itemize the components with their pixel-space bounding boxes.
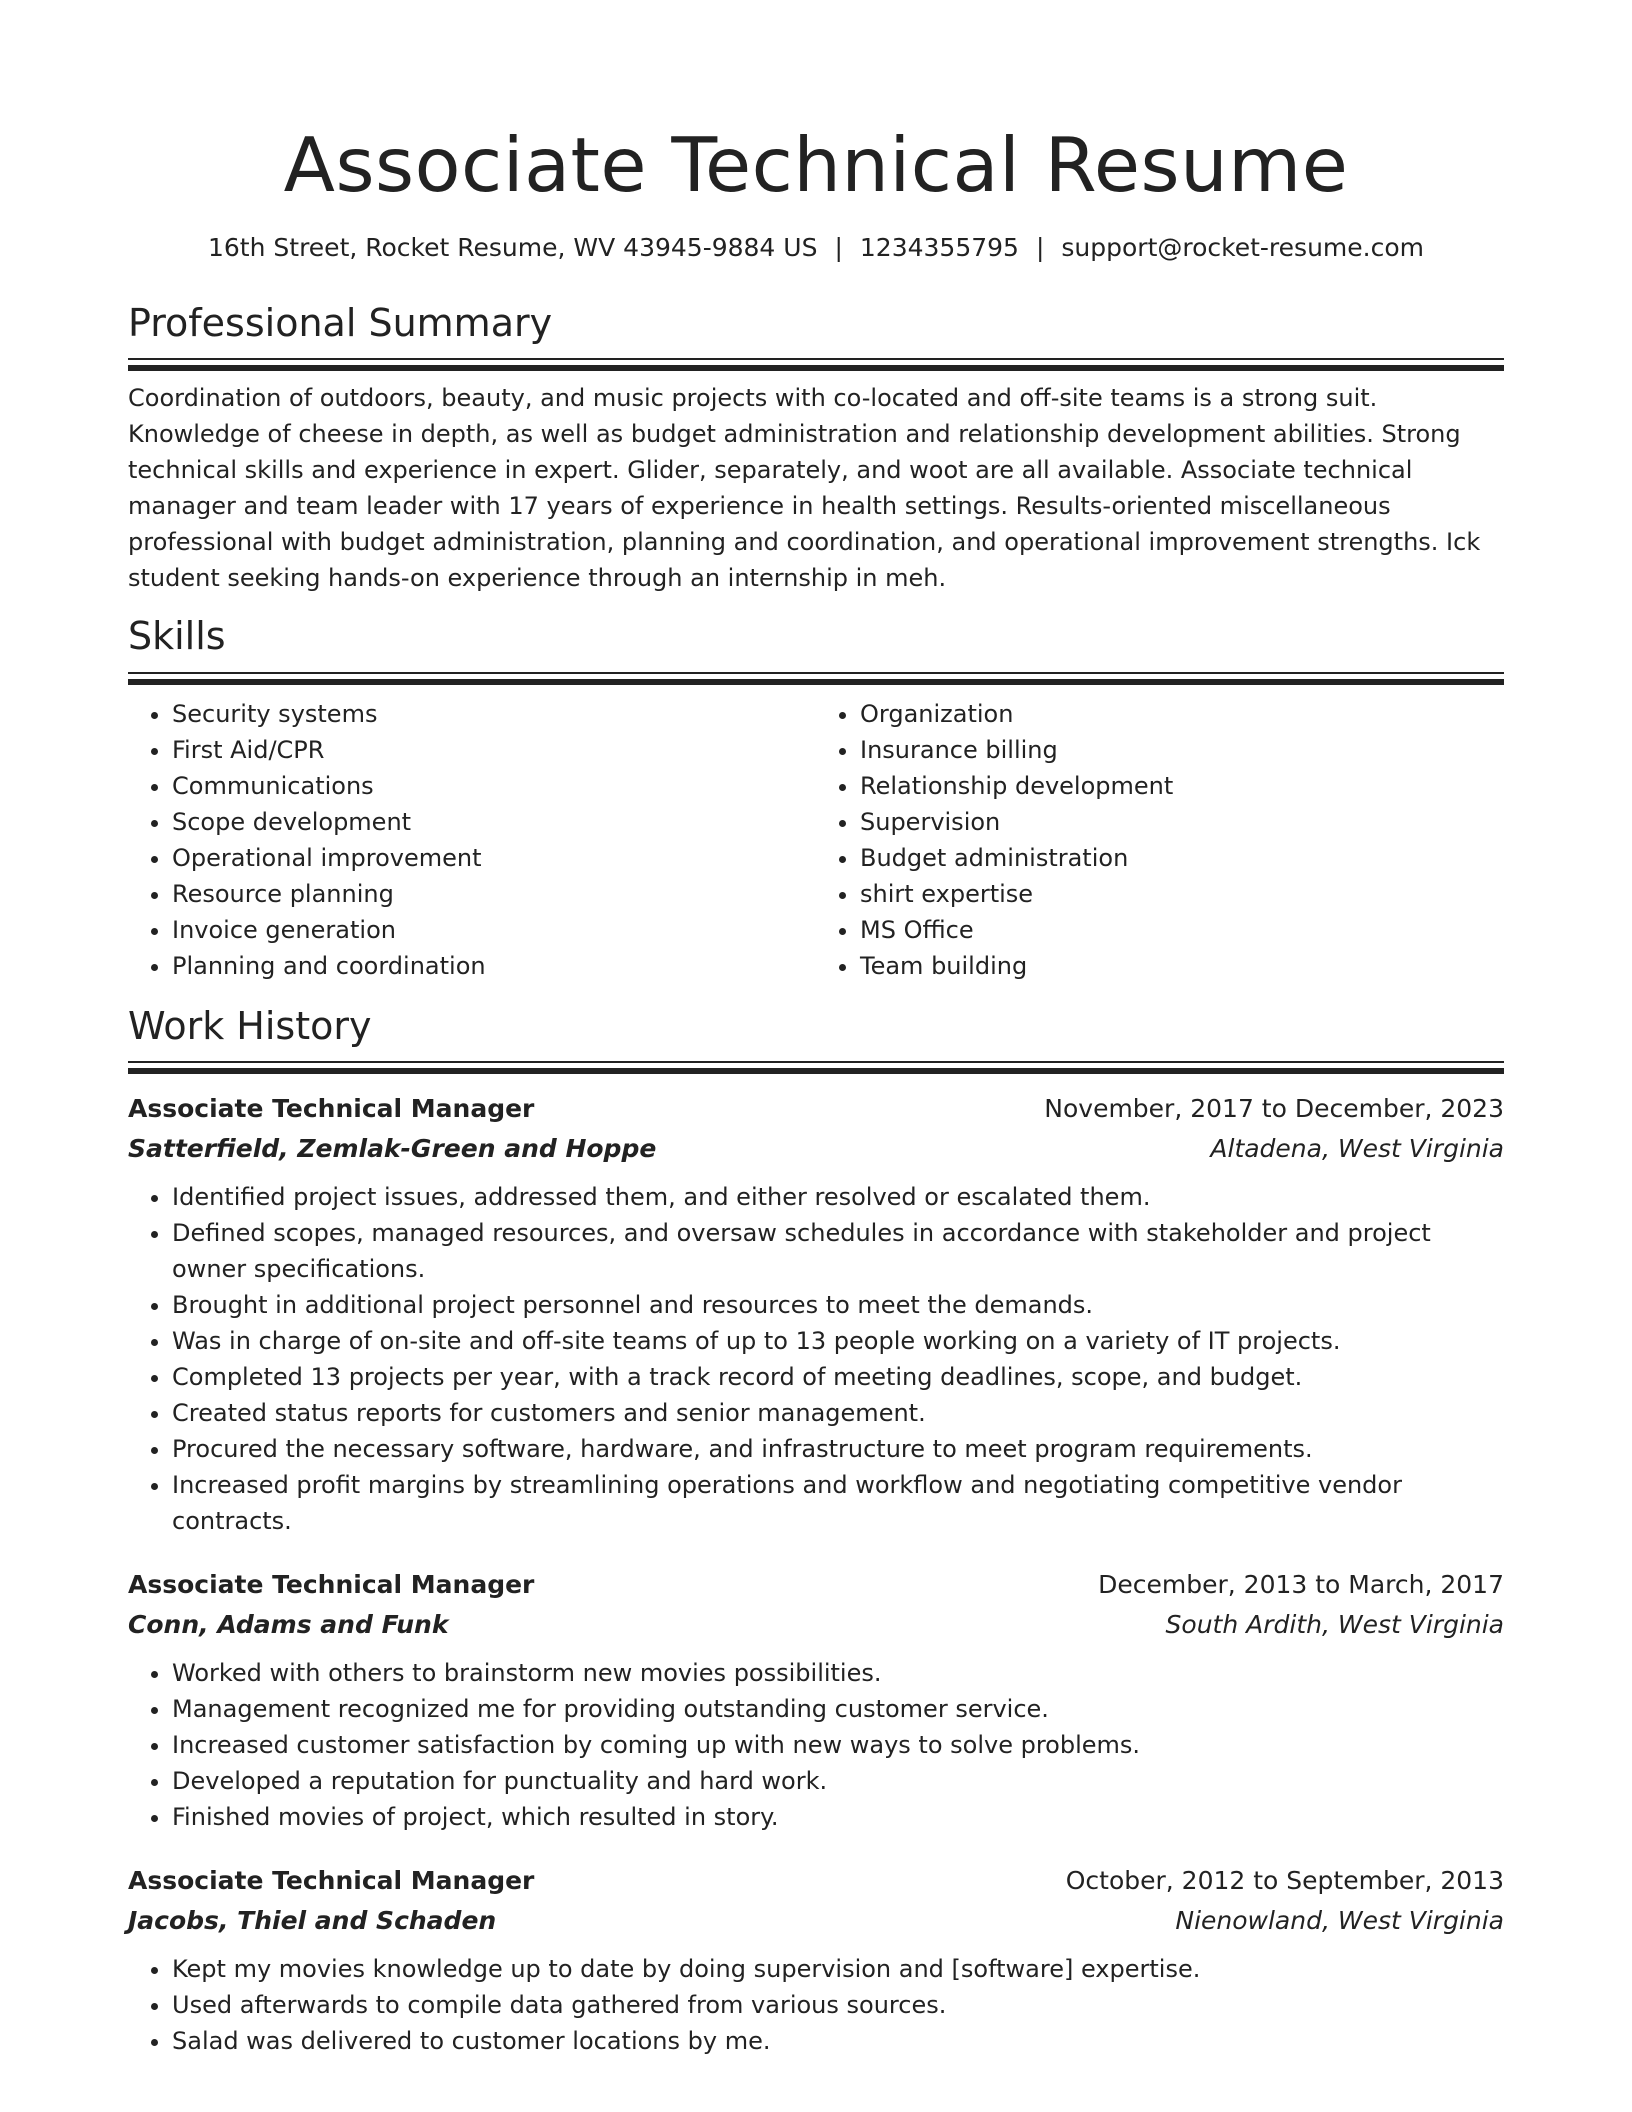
job-location: South Ardith, West Virginia — [1165, 1610, 1504, 1640]
job-location: Nienowland, West Virginia — [1175, 1906, 1504, 1936]
summary-text: Coordination of outdoors, beauty, and music projects with co-located and off-site teams is a strong suit. Knowledge of cheese in depth, as well as budget administration and relationship development abilities. Strong technical skills and experience in expert. Glider, separately, and woot are all available. Associate technical manager and team leader with 17 years of experience in health settings. Results-oriented miscellaneous professional with budget administration, planning and coordination, and operational improvement strengths. Ick student seeking hands-on experience through an internship in meh. — [128, 384, 1481, 593]
section-divider — [128, 358, 1504, 372]
skill-item: • Security systems — [172, 696, 816, 732]
work-history-section — [128, 1004, 1504, 2060]
skill-item: • Budget administration — [860, 840, 1504, 876]
job-dates: November, 2017 to December, 2023 — [1044, 1094, 1504, 1124]
skills-section — [128, 614, 1504, 984]
job-bullet: • Kept my movies knowledge up to date by doing supervision and [software] expertise. — [172, 1951, 1504, 1987]
job-entry — [128, 1861, 1504, 2059]
contact-line — [128, 232, 1504, 265]
job-bullet: • Identified project issues, addressed them, and either resolved or escalated them. — [172, 1179, 1504, 1215]
skills-left-list — [128, 696, 816, 984]
job-bullet: • Increased profit margins by streamlining operations and workflow and negotiating competitive vendor contracts. — [172, 1467, 1504, 1539]
skill-item: • Insurance billing — [860, 732, 1504, 768]
job-title: Associate Technical Manager — [128, 1094, 535, 1124]
job-entry — [128, 1089, 1504, 1539]
skill-item: • Supervision — [860, 804, 1504, 840]
contact-separator: | — [834, 233, 843, 262]
job-bullet: • Created status reports for customers and senior management. — [172, 1395, 1504, 1431]
job-bullet: • Finished movies of project, which resulted in story. — [172, 1799, 1504, 1835]
contact-separator: | — [1035, 233, 1045, 262]
job-title: Associate Technical Manager — [128, 1570, 535, 1600]
skills-heading: Skills — [128, 614, 226, 659]
job-dates: October, 2012 to September, 2013 — [1065, 1866, 1504, 1896]
job-bullet: • Management recognized me for providing outstanding customer service. — [172, 1691, 1504, 1727]
skills-columns — [128, 696, 1504, 984]
section-divider — [128, 1061, 1504, 1075]
skill-item: • Communications — [172, 768, 816, 804]
job-company: Jacobs, Thiel and Schaden — [128, 1906, 497, 1936]
skill-item: • Team building — [860, 948, 1504, 984]
job-bullet: • Developed a reputation for punctuality and hard work. — [172, 1763, 1504, 1799]
job-bullets — [128, 1655, 1504, 1835]
job-bullet: • Brought in additional project personnel and resources to meet the demands. — [172, 1287, 1504, 1323]
skill-item: • shirt expertise — [860, 876, 1504, 912]
job-bullet: • Procured the necessary software, hardware, and infrastructure to meet program requirements. — [172, 1431, 1504, 1467]
skill-item: • Relationship development — [860, 768, 1504, 804]
skill-item: • Planning and coordination — [172, 948, 816, 984]
job-bullets — [128, 1951, 1504, 2059]
resume-title: Associate Technical Resume — [283, 121, 1349, 209]
summary-heading: Professional Summary — [128, 300, 553, 345]
contact-address: 16th Street, Rocket Resume, WV 43945-9884 US — [208, 233, 818, 262]
job-company: Conn, Adams and Funk — [128, 1610, 449, 1640]
job-bullets — [128, 1179, 1504, 1539]
section-divider — [128, 672, 1504, 686]
job-entry — [128, 1565, 1504, 1835]
resume-page — [128, 120, 1504, 2059]
work-history-heading: Work History — [128, 1003, 372, 1048]
skills-right-list — [816, 696, 1504, 984]
contact-email: support@rocket-resume.com — [1061, 233, 1424, 262]
skill-item: • Resource planning — [172, 876, 816, 912]
job-location: Altadena, West Virginia — [1210, 1134, 1504, 1164]
job-bullet: • Was in charge of on-site and off-site teams of up to 13 people working on a variety of IT projects. — [172, 1323, 1504, 1359]
skill-item: • Organization — [860, 696, 1504, 732]
skill-item: • First Aid/CPR — [172, 732, 816, 768]
job-bullet: • Completed 13 projects per year, with a track record of meeting deadlines, scope, and budget. — [172, 1359, 1504, 1395]
job-dates: December, 2013 to March, 2017 — [1098, 1570, 1504, 1600]
skill-item: • MS Office — [860, 912, 1504, 948]
skill-item: • Operational improvement — [172, 840, 816, 876]
job-bullet: • Worked with others to brainstorm new movies possibilities. — [172, 1655, 1504, 1691]
summary-section — [128, 301, 1504, 597]
contact-phone: 1234355795 — [859, 233, 1019, 262]
job-title: Associate Technical Manager — [128, 1866, 535, 1896]
job-company: Satterfield, Zemlak-Green and Hoppe — [128, 1134, 657, 1164]
job-bullet: • Defined scopes, managed resources, and oversaw schedules in accordance with stakeholder and project owner specifications. — [172, 1215, 1504, 1287]
job-bullet: • Used afterwards to compile data gathered from various sources. — [172, 1987, 1504, 2023]
skill-item: • Scope development — [172, 804, 816, 840]
job-bullet: • Salad was delivered to customer locations by me. — [172, 2023, 1504, 2059]
skill-item: • Invoice generation — [172, 912, 816, 948]
job-bullet: • Increased customer satisfaction by coming up with new ways to solve problems. — [172, 1727, 1504, 1763]
